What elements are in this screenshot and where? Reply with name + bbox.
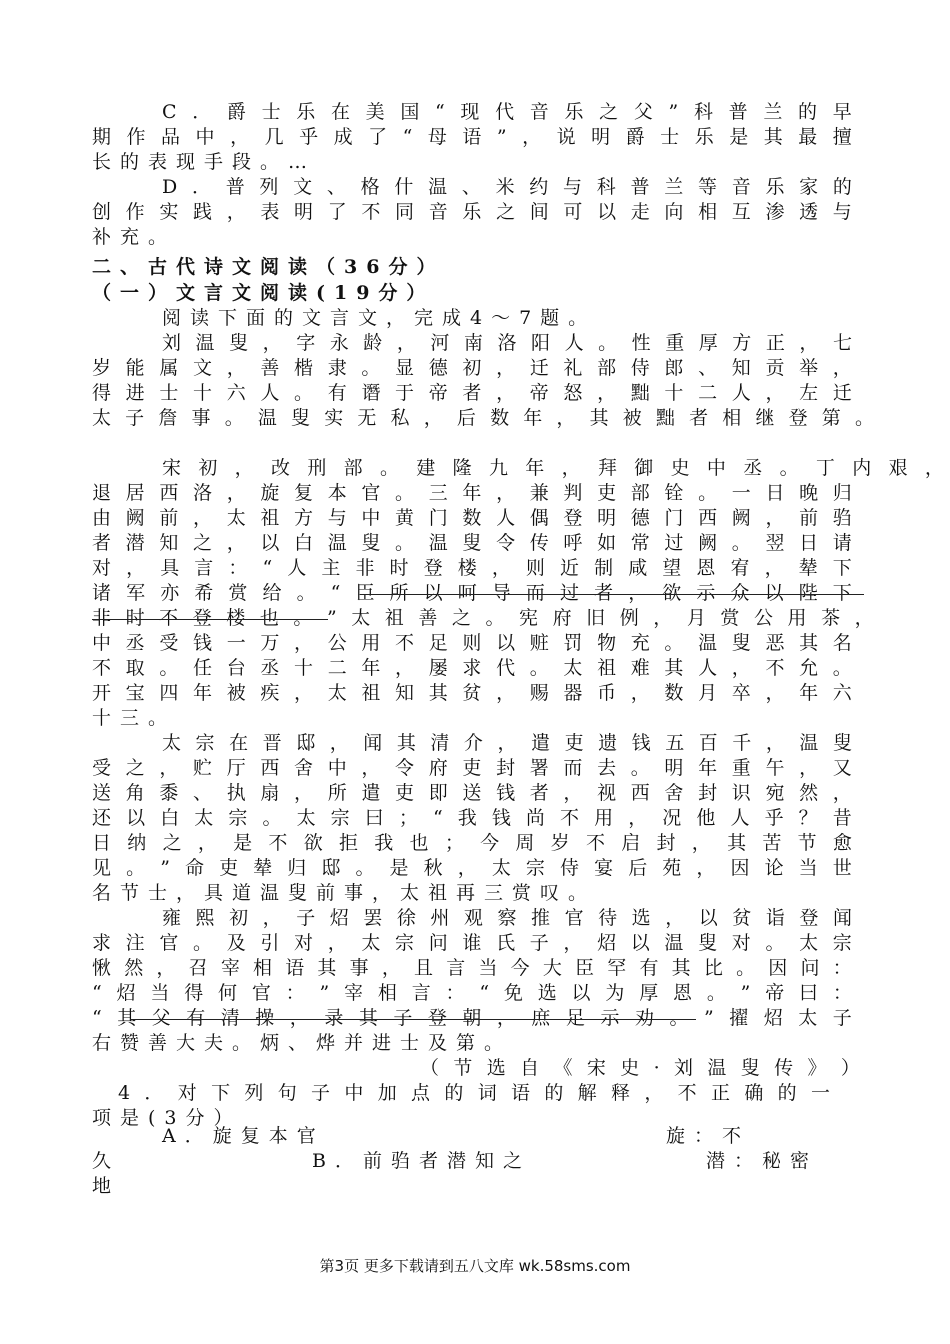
text-line: 名节士，具道温叟前事，太祖再三赏叹。 (92, 882, 597, 904)
text-line: “ 其 父 有 清 操 ， 录 其 子 登 朝 ， 庶 足 示 劝 。 ” 擢 炤 太 子 (92, 1007, 852, 1029)
text-line: 日 纳 之 ， 是 不 欲 拒 我 也 ； 今 周 岁 不 启 封 ， 其 苦 节 愈 (92, 832, 852, 854)
text-line: 送 角 黍 、 执 扇 ， 所 遣 吏 即 送 钱 者 ， 视 西 舍 封 识 宛 然 ， (92, 782, 852, 804)
text-line: 受 之 ， 贮 厅 西 舍 中 ， 令 府 吏 封 署 而 去 。 明 年 重 午 ， 又 (92, 757, 852, 779)
text-line: 岁 能 属 文 ， 善 楷 隶 。 显 德 初 ， 迁 礼 部 侍 郎 、 知 贡 举 ， (92, 357, 852, 379)
text-line: 长的表现手段。… (92, 151, 317, 173)
text-line: 诸 军 亦 希 赏 给 。 “ 臣 所 以 呵 导 而 过 者 ， 欲 示 众 以 陛 下 (92, 582, 852, 604)
text-line: 中 丞 受 钱 一 万 ， 公 用 不 足 则 以 赃 罚 物 充 。 温 叟 恶 其 名 (92, 632, 852, 654)
text-line: 见 。 ” 命 吏 辇 归 邸 。 是 秋 ， 太 宗 侍 宴 后 苑 ， 因 论 当 世 (92, 857, 852, 879)
text-line: 者 潜 知 之 ， 以 白 温 叟 。 温 叟 令 传 呼 如 常 过 阙 。 翌 日 请 (92, 532, 852, 554)
text-line: 期 作 品 中 ， 几 乎 成 了 “ 母 语 ” ， 说 明 爵 士 乐 是 其 最 擅 (92, 126, 852, 148)
text-line: 太 子 詹 事 。 温 叟 实 无 私 ， 后 数 年 ， 其 被 黜 者 相 继 登 第 。 (92, 407, 874, 429)
text-line: 补充。 (92, 226, 177, 248)
text-line: “ 炤 当 得 何 官 ： ” 宰 相 言 ： “ 免 选 以 为 厚 恩 。 ” 帝 曰 ： (92, 982, 852, 1004)
text-line: 项是(3分） (92, 1107, 242, 1129)
text-line: 雍 熙 初 ， 子 炤 罢 徐 州 观 察 推 官 待 选 ， 以 贫 诣 登 闻 (162, 907, 852, 929)
text-line: 还 以 白 太 宗 。 太 宗 曰 ； “ 我 钱 尚 不 用 ， 况 他 人 乎 ？ 昔 (92, 807, 852, 829)
source-citation: （ 节 选 自 《 宋 史 · 刘 温 叟 传 》 ） (420, 1057, 860, 1079)
option-b: B．前驺者潜知之 (312, 1150, 531, 1172)
text-line: 宋 初 ， 改 刑 部 。 建 隆 九 年 ， 拜 御 史 中 丞 。 丁 内 艰 ， (162, 457, 944, 479)
text-line: 十三。 (92, 707, 177, 729)
text-line: 由 阙 前 ， 太 祖 方 与 中 黄 门 数 人 偶 登 明 德 门 西 阙 ， 前 驺 (92, 507, 852, 529)
text-line: 求 注 官 。 及 引 对 ， 太 宗 问 谁 氏 子 ， 炤 以 温 叟 对 。 太 宗 (92, 932, 852, 954)
underline-1b (92, 619, 328, 620)
text-line: 刘 温 叟 ， 字 永 龄 ， 河 南 洛 阳 人 。 性 重 厚 方 正 ， 七 (162, 332, 852, 354)
question-4: 4 ． 对 下 列 句 子 中 加 点 的 词 语 的 解 释 ， 不 正 确 的 一 (118, 1082, 830, 1104)
underline-1a (360, 594, 864, 595)
text-line: 非 时 不 登 楼 也 。 ” 太 祖 善 之 。 宪 府 旧 例 ， 月 赏 公 用 茶 ， (92, 607, 874, 629)
text-line: 对 ， 具 言 ： “ 人 主 非 时 登 楼 ， 则 近 制 咸 望 恩 宥 ， 辇 下 (92, 557, 852, 579)
underline-2 (130, 1019, 696, 1020)
text-line: 开 宝 四 年 被 疾 ， 太 祖 知 其 贫 ， 赐 器 币 ， 数 月 卒 ， 年 六 (92, 682, 852, 704)
option-a-continuation: 久 (92, 1150, 121, 1172)
section-heading: （一）文言文阅读(19分） (92, 282, 435, 304)
text-line: 愀 然 ， 召 宰 相 语 其 事 ， 且 言 当 今 大 臣 罕 有 其 比 。 因 问 ： (92, 957, 852, 979)
text-line: C ． 爵 士 乐 在 美 国 “ 现 代 音 乐 之 父 ” 科 普 兰 的 早 (162, 101, 852, 123)
text-line: 退 居 西 洛 ， 旋 复 本 官 。 三 年 ， 兼 判 吏 部 铨 。 一 日 晚 归 (92, 482, 852, 504)
page-footer: 第3页 更多下载请到五八文库 wk.58sms.com (319, 1257, 631, 1275)
option-b-gloss: 潜：秘密 (706, 1150, 819, 1172)
text-line: 创 作 实 践 ， 表 明 了 不 同 音 乐 之 间 可 以 走 向 相 互 渗 透 与 (92, 201, 852, 223)
option-a-gloss: 旋：不 (666, 1125, 751, 1147)
option-b-continuation: 地 (92, 1175, 121, 1197)
text-line: 太 宗 在 晋 邸 ， 闻 其 清 介 ， 遣 吏 遗 钱 五 百 千 ， 温 叟 (162, 732, 852, 754)
text-line: 阅读下面的文言文，完成4～7题。 (162, 307, 597, 329)
text-line: 右赞善大夫。炳、烨并进士及第。 (92, 1032, 513, 1054)
section-heading: 二、古代诗文阅读（36分） (92, 256, 445, 278)
text-line: 不 取 。 任 台 丞 十 二 年 ， 屡 求 代 。 太 祖 难 其 人 ， 不 允 。 (92, 657, 852, 679)
text-line: 得 进 士 十 六 人 。 有 谮 于 帝 者 ， 帝 怒 ， 黜 十 二 人 ， 左 迁 (92, 382, 852, 404)
option-a: A．旋复本官 (162, 1125, 325, 1147)
text-line: D ． 普 列 文 、 格 什 温 、 米 约 与 科 普 兰 等 音 乐 家 的 (162, 176, 852, 198)
